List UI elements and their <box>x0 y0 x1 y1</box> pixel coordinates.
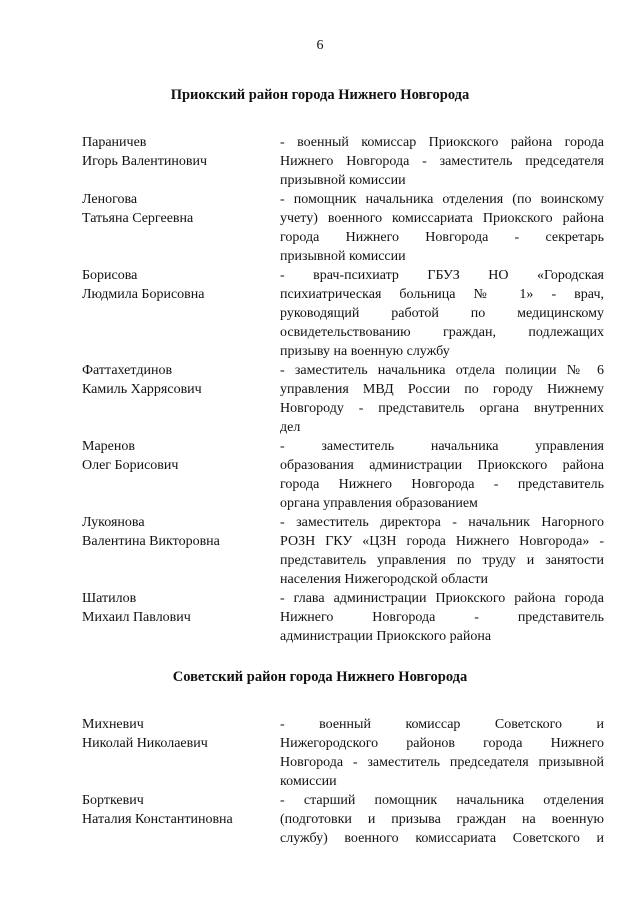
member-name <box>82 513 272 551</box>
role-line: РОЗН ГКУ «ЦЗН города Нижнего Новгорода» - <box>280 534 604 549</box>
role-line: службу) военного комиссариата Советского и <box>280 831 604 846</box>
role-line: образования администрации Приокского района <box>280 458 604 473</box>
member-role <box>280 589 604 646</box>
role-line: освидетельствованию граждан, подлежащих <box>280 325 604 340</box>
member-role <box>280 266 604 361</box>
role-line: города Нижнего Новгорода - секретарь <box>280 230 604 245</box>
member-role <box>280 133 604 190</box>
role-line: руководящий работой по медицинскому <box>280 306 604 321</box>
member-surname: Борткевич <box>82 793 144 808</box>
role-line: города Нижнего Новгорода - представитель <box>280 477 604 492</box>
member-name <box>82 361 272 399</box>
member-surname: Фаттахетдинов <box>82 363 173 378</box>
member-given-name: Татьяна Сергеевна <box>82 211 194 226</box>
section-title-sovetsky: Советский район города Нижнего Новгорода <box>172 669 468 685</box>
member-surname: Леногова <box>82 192 138 207</box>
member-surname: Борисова <box>82 268 138 283</box>
role-line: органа управления образованием <box>280 496 478 511</box>
member-given-name: Камиль Харрясович <box>82 382 202 397</box>
member-given-name: Олег Борисович <box>82 458 179 473</box>
role-line: - старший помощник начальника отделения <box>280 793 604 808</box>
role-line: Нижнего Новгорода - представитель <box>280 610 604 625</box>
role-line: Нижнего Новгорода - заместитель председателя <box>280 154 604 169</box>
role-line: администрации Приокского района <box>280 629 492 644</box>
member-name <box>82 133 272 171</box>
role-line: населения Нижегородской области <box>280 572 488 587</box>
role-line: - заместитель директора - начальник Нагорного <box>280 515 604 530</box>
role-line: - военный комиссар Приокского района города <box>280 135 604 150</box>
role-line: Новгорода - заместитель председателя призывной <box>280 755 604 770</box>
member-surname: Лукоянова <box>82 515 145 530</box>
role-line: - глава администрации Приокского района города <box>280 591 604 606</box>
role-line: комиссии <box>280 774 337 789</box>
member-name <box>82 437 272 475</box>
role-line: призывной комиссии <box>280 173 406 188</box>
member-role <box>280 715 604 791</box>
role-line: учету) военного комиссариата Приокского района <box>280 211 604 226</box>
role-line: призыву на военную службу <box>280 344 450 359</box>
role-line: психиатрическая больница № 1» - врач, <box>280 287 604 302</box>
member-role <box>280 791 604 848</box>
member-given-name: Валентина Викторовна <box>82 534 220 549</box>
role-line: управления МВД России по городу Нижнему <box>280 382 604 397</box>
member-role <box>280 361 604 437</box>
member-given-name: Наталия Константиновна <box>82 812 233 827</box>
role-line: - врач-психиатр ГБУЗ НО «Городская <box>280 268 604 283</box>
member-surname: Шатилов <box>82 591 137 606</box>
member-name <box>82 266 272 304</box>
member-role <box>280 437 604 513</box>
role-line: - заместитель начальника отдела полиции № 6 <box>280 363 604 378</box>
member-surname: Маренов <box>82 439 135 454</box>
member-role <box>280 513 604 589</box>
role-line: - военный комиссар Советского и <box>280 717 604 732</box>
member-surname: Михневич <box>82 717 144 732</box>
member-given-name: Людмила Борисовна <box>82 287 205 302</box>
role-line: представитель управления по труду и занятости <box>280 553 604 568</box>
member-given-name: Николай Николаевич <box>82 736 208 751</box>
member-name <box>82 190 272 228</box>
member-name <box>82 791 272 829</box>
member-role <box>280 190 604 266</box>
role-line: - помощник начальника отделения (по воинскому <box>280 192 604 207</box>
page-number: 6 <box>316 38 324 53</box>
role-line: Нижегородского районов города Нижнего <box>280 736 604 751</box>
role-line: Новгороду - представитель органа внутренних <box>280 401 604 416</box>
role-line: - заместитель начальника управления <box>280 439 604 454</box>
member-given-name: Михаил Павлович <box>82 610 191 625</box>
section-title-prioksky: Приокский район города Нижнего Новгорода <box>170 87 470 103</box>
member-name <box>82 715 272 753</box>
role-line: (подготовки и призыва граждан на военную <box>280 812 604 827</box>
role-line: дел <box>280 420 301 435</box>
member-name <box>82 589 272 627</box>
member-given-name: Игорь Валентинович <box>82 154 208 169</box>
member-surname: Параничев <box>82 135 147 150</box>
role-line: призывной комиссии <box>280 249 406 264</box>
